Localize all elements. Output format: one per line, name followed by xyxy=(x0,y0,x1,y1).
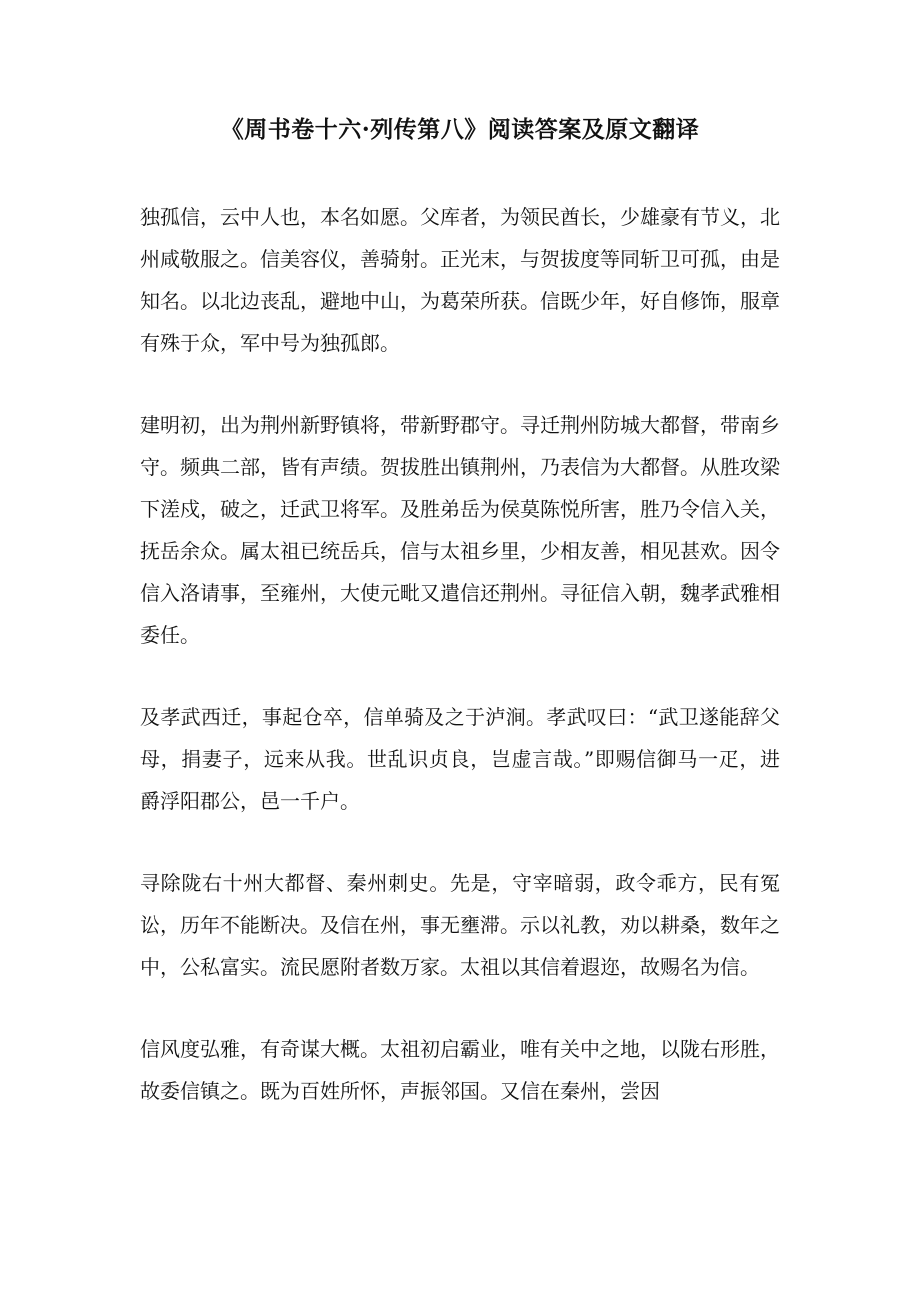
document-body xyxy=(140,196,780,1152)
paragraph-1: 独孤信，云中人也，本名如愿。父库者，为领民酋长，少雄豪有节义，北州咸敬服之。信美容仪，善骑射。正光末，与贺拔度等同斩卫可孤，由是知名。以北边丧乱，避地中山，为葛荣所获。信既少年，好自修饰，服章有殊于众，军中号为独孤郎。 xyxy=(140,205,780,355)
paragraph-5: 信风度弘雅，有奇谋大概。太祖初启霸业，唯有关中之地，以陇右形胜，故委信镇之。既为百姓所怀，声振邻国。又信在秦州，尝因 xyxy=(140,1037,780,1103)
paragraph-4: 寻除陇右十州大都督、秦州刺史。先是，守宰暗弱，政令乖方，民有冤讼，历年不能断决。及信在州，事无壅滞。示以礼教，劝以耕桑，数年之中，公私富实。流民愿附者数万家。太祖以其信着遐迩，故赐名为信。 xyxy=(140,871,780,979)
document-title: 《周书卷十六·列传第八》阅读答案及原文翻译 xyxy=(220,116,700,143)
paragraph-3: 及孝武西迁，事起仓卒，信单骑及之于泸涧。孝武叹曰：“武卫遂能辞父母，捐妻子，远来从我。世乱识贞良，岂虚言哉。”即赐信御马一疋，进爵浮阳郡公，邑一千户。 xyxy=(140,705,780,813)
paragraph-2: 建明初，出为荆州新野镇将，带新野郡守。寻迁荆州防城大都督，带南乡守。频典二部，皆有声绩。贺拔胜出镇荆州，乃表信为大都督。从胜攻梁下溠戍，破之，迁武卫将军。及胜弟岳为侯莫陈悦所害，胜乃令信入关，抚岳余众。属太祖已统岳兵，信与太祖乡里，少相友善，相见甚欢。因令信入洛请事，至雍州，大使元毗又遣信还荆州。寻征信入朝，魏孝武雅相委任。 xyxy=(140,413,780,647)
